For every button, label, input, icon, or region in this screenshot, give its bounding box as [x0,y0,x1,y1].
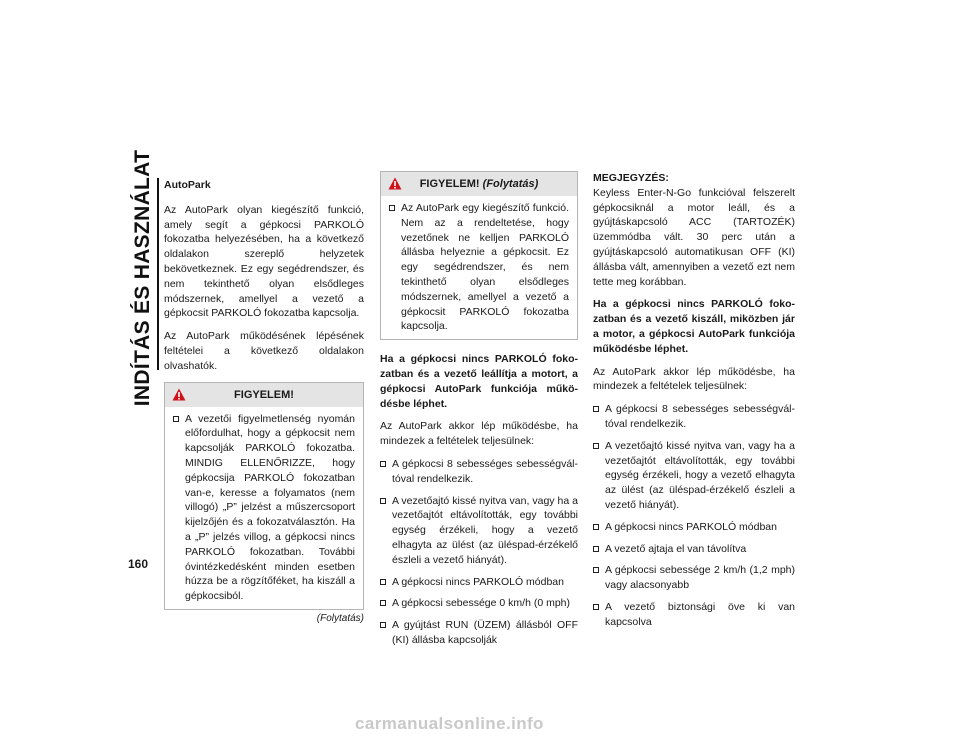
checkbox-bullet-icon [593,406,599,412]
condition-heading: Ha a gépkocsi nincs PARKOLÓ fokozatban és a vezető kiszáll, miközben jár a motor, a gépkocsi AutoPark funkciója működésbe léphet. [593,298,795,355]
list-item: A vezető ajtaja el van távolítva [593,542,795,557]
checkbox-bullet-icon [593,567,599,573]
watermark: carmanualsonline.info [355,714,544,733]
checkbox-bullet-icon [380,600,386,606]
condition-list [380,457,578,648]
note-title: MEGJEGYZÉS: [593,172,669,184]
section-side-title [128,149,158,407]
column-2 [380,171,578,655]
warning-header [381,172,577,196]
list-item: A gépkocsi nincs PARKOLÓ módban [380,575,578,590]
condition-list [593,402,795,629]
list-item: A vezetőajtó kissé nyitva van, vagy ha a vezetőajtót eltávolították, egy további egység érzékeli, hogy a vezető elhagyta az ülést (az üléspad-érzékelő észleli a vezető hiányát). [380,494,578,568]
column-1 [164,178,364,627]
list-item: A gépkocsi 8 sebességes sebességváltóval rendelkezik. [593,402,795,432]
section-divider-line [157,178,159,370]
checkbox-bullet-icon [380,498,386,504]
autopark-paragraph-1: Az AutoPark olyan kiegészítő funkció, amely segít a gépkocsi PARKOLÓ fokozatba helyezésében, ha a következő oldalakon szereplő helyzetek bekövetkeznek. Ez egy segédrendszer, és nem tekinthető olyan elsődleges módszernek, amellyel a vezető a gépkocsit PARKOLÓ fokozatba kapcsolja. [164,203,364,320]
warning-triangle-icon [388,177,402,190]
condition-intro: Az AutoPark akkor lép működésbe, ha mindezek a feltételek teljesülnek: [593,365,795,393]
checkbox-bullet-icon [173,416,179,422]
list-item: A gépkocsi sebessége 0 km/h (0 mph) [380,596,578,611]
checkbox-bullet-icon [380,622,386,628]
warning-box [164,382,364,610]
autopark-paragraph-2: Az AutoPark működésének lépésének feltételei a következő oldalakon olvashatók. [164,330,364,372]
note-text: Keyless Enter-N-Go funkcióval felszerelt gépkocsiknál a motor leáll, és a gyújtáskapcsoló ACC (TARTOZÉK) üzemmódba vált. 30 perc után a gyújtáskapcsoló automatikusan OFF (KI) állásba vált, amennyiben a vezető ezt nem tette meg korábban. [593,186,795,288]
checkbox-bullet-icon [389,205,395,211]
list-item: A vezetői figyelmetlenség nyomán előfordulhat, hogy a gépkocsit nem kapcsolják PARKOLÓ fokozatba. MINDIG ELLENŐRIZZE, hogy gépkocsija PARKOLÓ fokozatban van-e, keresse a folyamatos (nem villogó) „P” jelzést a műszercsoport kijelzőjén és a fokozatválasztón. Ha a „P” jelzés villog, a gépkocsi nincs PARKOLÓ fokozatban. További óvintézkedésként minden esetben húzza be a rögzítőféket, ha kiszáll a gépkocsiból. [173,412,355,604]
section-side-title-text: INDÍTÁS ÉS HASZNÁLAT [131,149,154,407]
warning-box-continued [380,171,578,340]
autopark-heading: AutoPark [164,179,211,191]
page-number: 160 [128,557,149,571]
list-item: A gyújtást RUN (ÜZEM) állásból OFF (KI) állásba kapcsolják [380,618,578,648]
warning-title-suffix: (Folytatás) [482,178,539,190]
list-item: A gépkocsi nincs PARKOLÓ módban [593,520,795,535]
warning-title: FIGYELEM! [419,178,480,190]
condition-heading: Ha a gépkocsi nincs PARKOLÓ fokozatban és a vezető leállítja a motort, a gépkocsi AutoPark funkciója működésbe léphet. [380,353,578,410]
continued-label: (Folytatás) [316,612,364,624]
checkbox-bullet-icon [380,579,386,585]
checkbox-bullet-icon [593,604,599,610]
checkbox-bullet-icon [593,443,599,449]
list-item: A vezetőajtó kissé nyitva van, vagy ha a vezetőajtót eltávolították, egy további egység érzékeli, hogy a vezető elhagyta az ülést (az üléspad-érzékelő észleli a vezető hiányát). [593,439,795,513]
column-3 [593,171,795,637]
checkbox-bullet-icon [593,524,599,530]
checkbox-bullet-icon [593,546,599,552]
list-item: A gépkocsi sebessége 2 km/h (1,2 mph) vagy alacsonyabb [593,563,795,593]
list-item: Az AutoPark egy kiegészítő funkció. Nem az a rendeltetése, hogy vezetőnek ne kelljen PARKOLÓ állásba helyeznie a gépkocsit. Ez egy segédrendszer, és nem tekinthető olyan elsődleges módszernek, amellyel a vezető a gépkocsit PARKOLÓ fokozatba kapcsolja. [389,201,569,334]
list-item: A vezető biztonsági öve ki van kapcsolva [593,600,795,630]
checkbox-bullet-icon [380,461,386,467]
warning-triangle-icon [172,388,186,401]
warning-title: FIGYELEM! [234,388,294,401]
warning-header [165,383,363,407]
condition-intro: Az AutoPark akkor lép működésbe, ha mindezek a feltételek teljesülnek: [380,420,578,448]
list-item: A gépkocsi 8 sebességes sebességváltóval rendelkezik. [380,457,578,487]
